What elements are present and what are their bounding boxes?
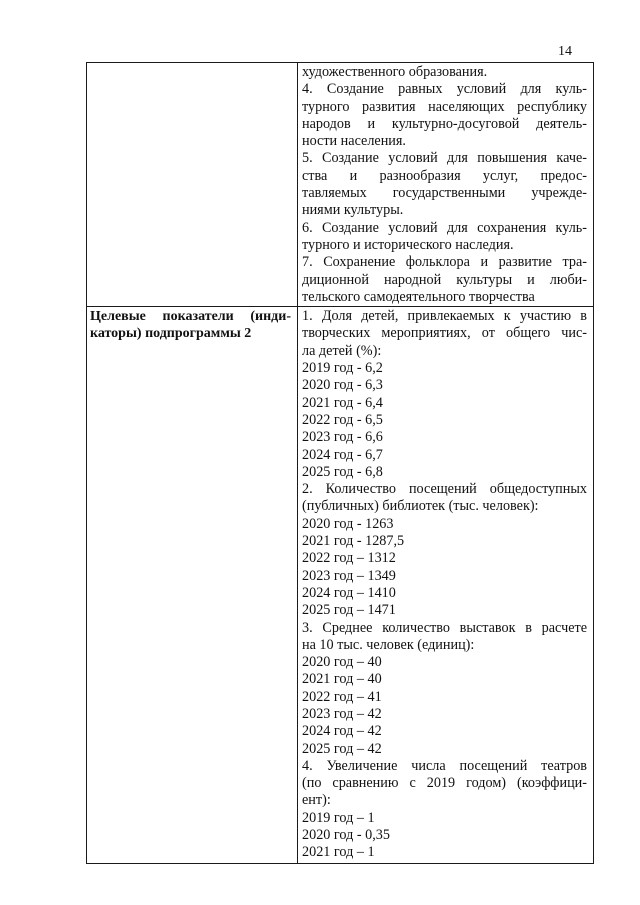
indicators-text-line: 2021 год - 6,4 — [302, 394, 383, 411]
left-cell-label — [87, 63, 297, 64]
indicators-text-line: 2024 год – 1410 — [302, 584, 396, 601]
indicators-text-line: ент): — [302, 792, 331, 809]
indicators-text-line: 2020 год - 1263 — [302, 515, 394, 532]
tasks-text-line: тавляемых государственными учрежде- — [302, 185, 587, 202]
tasks-text — [298, 63, 593, 306]
indicators-text-line: (публичных) библиотек (тыс. человек): — [302, 498, 539, 515]
indicators-text-line: ла детей (%): — [302, 342, 382, 359]
indicators-text-line: 2021 год - 1287,5 — [302, 533, 405, 550]
indicators-text-line: 2020 год - 6,3 — [302, 377, 383, 394]
indicators-text-line: 2025 год - 6,8 — [302, 463, 383, 480]
tasks-text-line: турного и исторического наследия. — [302, 236, 514, 253]
indicators-text-line: 1. Доля детей, привлекаемых к участию в — [302, 308, 587, 325]
tasks-text-line: ности населения. — [302, 133, 406, 150]
indicators-text-line: 2025 год – 42 — [302, 740, 382, 757]
indicators-text-line: 2023 год – 1349 — [302, 567, 396, 584]
left-cell-indicators-label — [87, 307, 298, 864]
indicators-label-line: Целевые показатели (инди- — [90, 309, 291, 325]
indicators-text-line: на 10 тыс. человек (единиц): — [302, 636, 475, 653]
indicators-text-line: (по сравнению с 2019 годом) (коэффици- — [302, 775, 587, 792]
tasks-text-line: 5. Создание условий для повышения каче- — [302, 150, 587, 167]
indicators-text-line: 2022 год - 6,5 — [302, 411, 383, 428]
indicators-text-line: творческих мероприятиях, от общего чис- — [302, 325, 587, 342]
right-cell-indicators — [298, 307, 594, 864]
indicators-text-line: 3. Среднее количество выставок в расчете — [302, 619, 587, 636]
indicators-text-line: 2020 год - 0,35 — [302, 827, 390, 844]
tasks-text-line: турного развития населяющих республику — [302, 98, 587, 115]
tasks-text-line: диционной народной культуры и люби- — [302, 271, 587, 288]
tasks-text-line: 4. Создание равных условий для куль- — [302, 81, 587, 98]
tasks-text-line: ниями культуры. — [302, 202, 404, 219]
tasks-text-line: тельского самодеятельного творчества — [302, 288, 535, 305]
tasks-text-line: 6. Создание условий для сохранения куль- — [302, 219, 587, 236]
indicators-text-line: 2024 год – 42 — [302, 723, 382, 740]
indicators-text-line: 2019 год – 1 — [302, 809, 375, 826]
table-row-tasks-continued — [87, 63, 594, 307]
tasks-text-line: народов и культурно-досуговой деятель- — [302, 115, 587, 132]
tasks-text-line: художественного образования. — [302, 64, 488, 80]
tasks-text-line: 7. Сохранение фольклора и развитие тра- — [302, 254, 587, 271]
indicators-label — [87, 307, 297, 343]
indicators-text-line: 2023 год – 42 — [302, 705, 382, 722]
page-number: 14 — [558, 44, 572, 59]
indicators-text-line: 2025 год – 1471 — [302, 602, 396, 619]
indicators-label-line: каторы) подпрограммы 2 — [90, 326, 252, 342]
indicators-text-line: 2021 год – 1 — [302, 844, 375, 861]
indicators-text-line: 2. Количество посещений общедоступных — [302, 481, 587, 498]
indicators-text — [298, 307, 593, 863]
indicators-text-line: 2024 год - 6,7 — [302, 446, 383, 463]
indicators-text-line: 2021 год – 40 — [302, 671, 382, 688]
indicators-text-line: 2023 год - 6,6 — [302, 429, 383, 446]
left-cell-empty — [87, 63, 298, 307]
table-row-target-indicators — [87, 307, 594, 864]
indicators-text-line: 2022 год – 1312 — [302, 550, 396, 567]
program-passport-table — [86, 62, 594, 864]
indicators-text-line: 2020 год – 40 — [302, 654, 382, 671]
indicators-text-line: 2019 год - 6,2 — [302, 360, 383, 377]
indicators-text-line: 4. Увеличение числа посещений театров — [302, 757, 587, 774]
indicators-text-line: 2022 год – 41 — [302, 688, 382, 705]
tasks-text-line: ства и разнообразия услуг, предос- — [302, 167, 587, 184]
right-cell-tasks — [298, 63, 594, 307]
